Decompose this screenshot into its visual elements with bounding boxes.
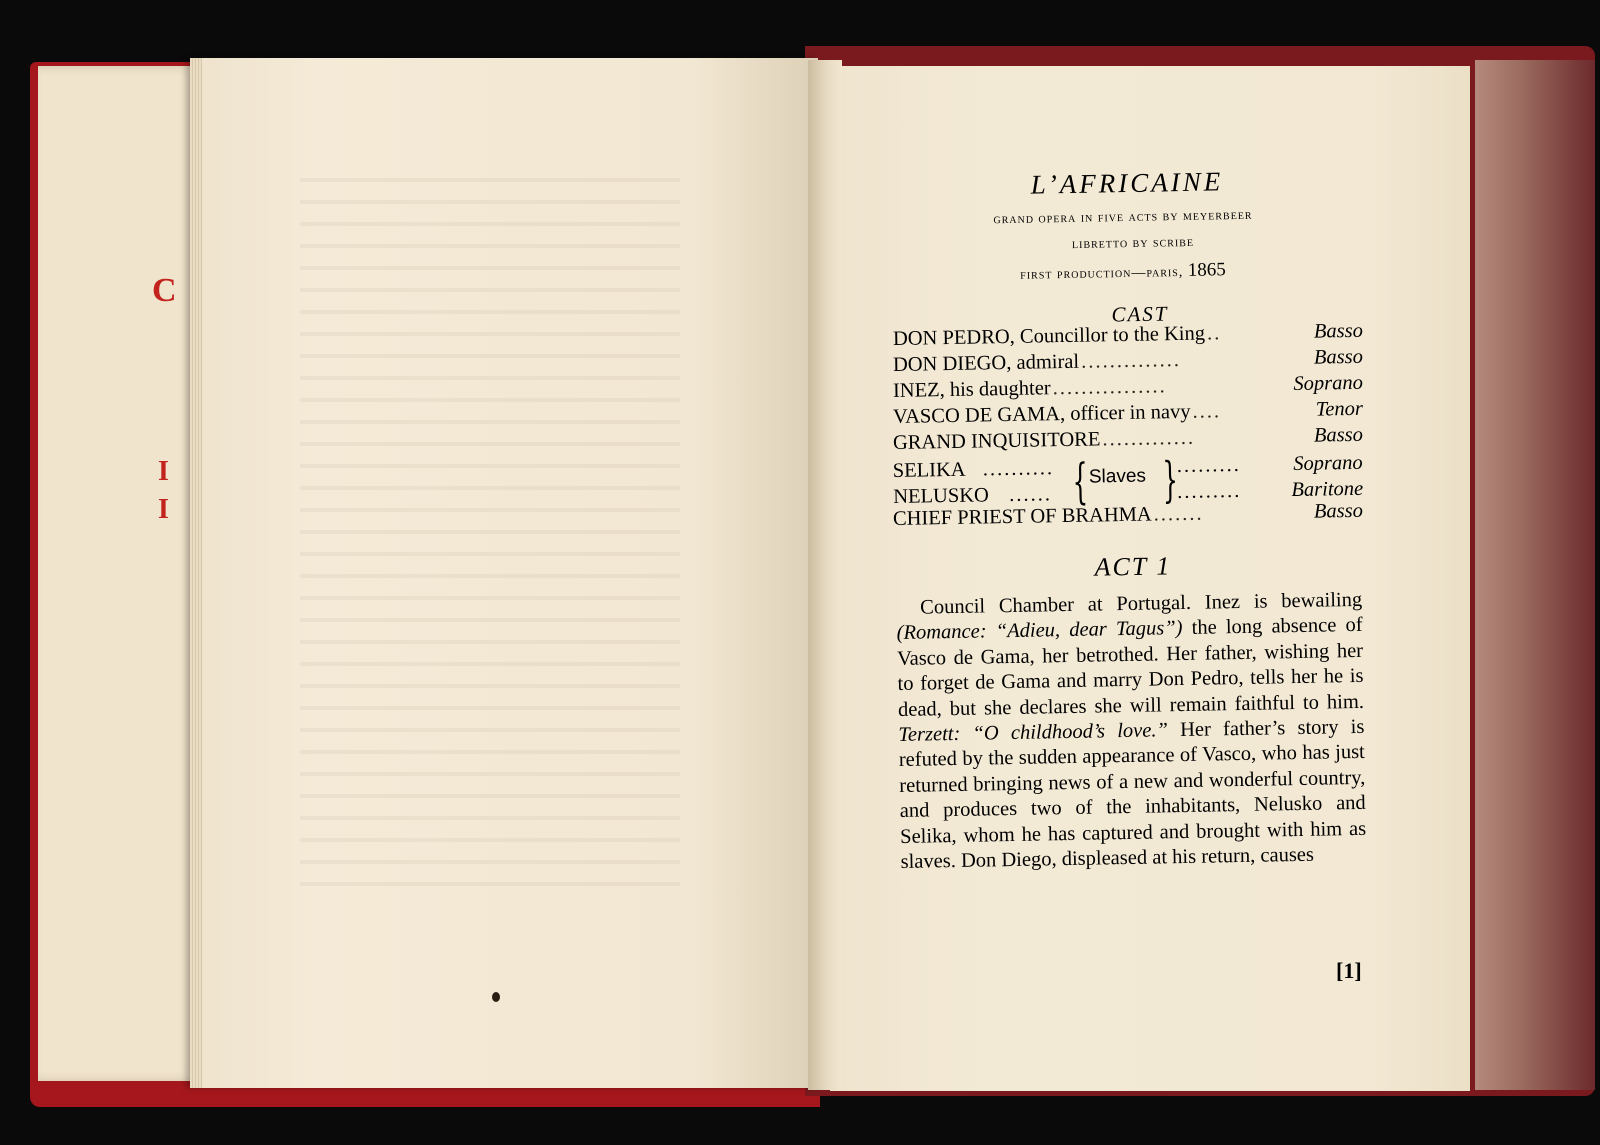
production-text: first production—paris, bbox=[1020, 264, 1184, 283]
synopsis-part-3: Her father’s story is refuted by the sudden appearance of Vasco, who has just returned bringing news of a new and wonderful country, and produces two of the inhabitants, Nelusko and Selika, whom he has captured and brought with him as slaves. Don Diego, displeased at his return, causes bbox=[898, 715, 1367, 874]
cast-voice: Tenor bbox=[1315, 397, 1364, 421]
synopsis-part-1: Council Chamber at Portugal. Inez is bewailing bbox=[920, 588, 1363, 619]
flap-letter-i-1: I bbox=[158, 456, 169, 487]
cast-name: DON PEDRO, Councillor to the King bbox=[892, 322, 1206, 350]
cast-name-selika: SELIKA bbox=[892, 458, 966, 483]
synopsis-paragraph bbox=[896, 588, 1367, 876]
show-through-text bbox=[300, 160, 680, 900]
subtitle-libretto: libretto by scribe bbox=[1071, 234, 1195, 253]
cast-name: CHIEF PRIEST OF BRAHMA bbox=[892, 503, 1152, 530]
cast-heading: CAST bbox=[1111, 301, 1169, 327]
cast-dots: ...... bbox=[1008, 483, 1053, 506]
cast-dots: .......... bbox=[982, 457, 1055, 481]
cast-dots: ......... bbox=[1176, 453, 1242, 478]
cast-name: DON DIEGO, admiral bbox=[892, 350, 1080, 376]
cast-dots: .... bbox=[1192, 400, 1222, 423]
production-year: 1865 bbox=[1187, 259, 1226, 281]
cast-name-nelusko: NELUSKO bbox=[893, 484, 990, 508]
cast-name: INEZ, his daughter bbox=[892, 377, 1051, 402]
slaves-label: Slaves bbox=[1088, 465, 1147, 488]
flap-letter-i-2: I bbox=[158, 494, 169, 525]
synopsis-terzett: Terzett: “O childhood’s love.” bbox=[898, 719, 1169, 747]
cast-dots: ....... bbox=[1153, 502, 1204, 526]
page-number: [1] bbox=[1336, 958, 1362, 983]
cast-voice: Basso bbox=[1313, 345, 1364, 369]
cast-dots: .............. bbox=[1080, 348, 1182, 373]
act-heading: ACT 1 bbox=[1094, 551, 1172, 582]
cast-voice: Basso bbox=[1313, 499, 1364, 523]
page-edges bbox=[190, 58, 202, 1088]
subtitle-composer: grand opera in five acts by meyerbeer bbox=[993, 207, 1253, 228]
cast-voice: Basso bbox=[1313, 423, 1364, 447]
cast-voice: Baritone bbox=[1291, 477, 1364, 502]
cast-dots: ................ bbox=[1052, 375, 1167, 400]
book-gutter bbox=[808, 60, 842, 1090]
left-brace-icon: { bbox=[1072, 453, 1089, 510]
dust-jacket-flap bbox=[38, 66, 198, 1081]
cover-edge-shade bbox=[1475, 60, 1595, 1090]
cast-name: GRAND INQUISITORE bbox=[892, 428, 1101, 454]
synopsis-text bbox=[896, 588, 1367, 876]
right-brace-icon: } bbox=[1162, 452, 1179, 509]
synopsis-romance: (Romance: “Adieu, dear Tagus”) bbox=[896, 617, 1183, 645]
ink-spot bbox=[492, 992, 500, 1002]
cast-voice: Basso bbox=[1313, 319, 1364, 343]
synopsis-part-2: the long absence of Vasco de Gama, her betrothed. Her father, wishing her to forget de Gama and marry Don Pedro, tells her he is dead, but she declares she will remain faithful to him. bbox=[896, 614, 1365, 721]
cast-dots: ............. bbox=[1102, 426, 1196, 451]
flap-letter-c: C bbox=[152, 272, 177, 309]
opera-title: L’AFRICAINE bbox=[1030, 166, 1224, 200]
cast-voice: Soprano bbox=[1293, 371, 1364, 396]
cast-dots: .. bbox=[1206, 322, 1222, 345]
cast-name: VASCO DE GAMA, officer in navy bbox=[892, 400, 1191, 428]
cast-voice: Soprano bbox=[1293, 451, 1363, 476]
cast-dots: ......... bbox=[1176, 479, 1242, 504]
